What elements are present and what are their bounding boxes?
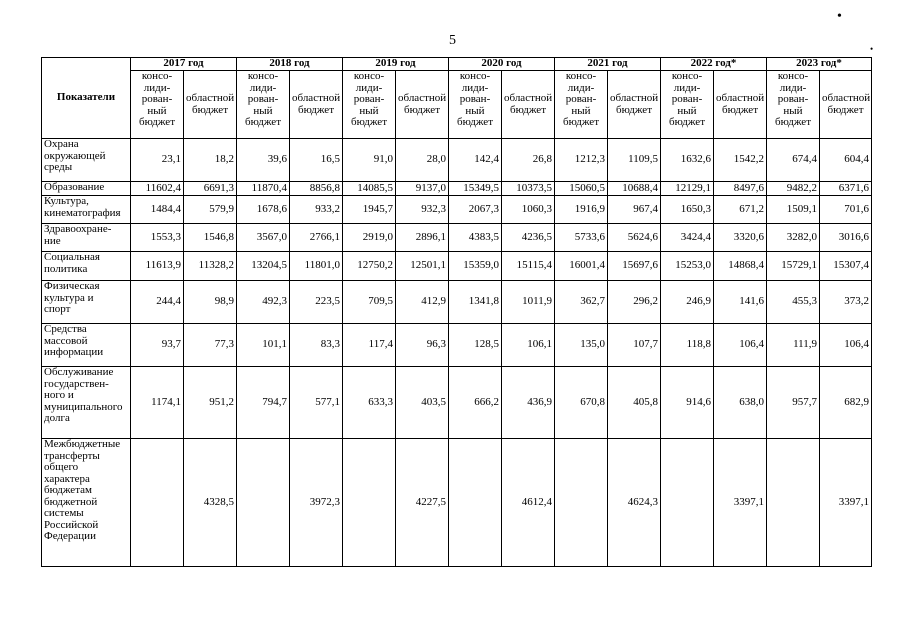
regional-budget-value: 12501,1	[396, 252, 449, 281]
consolidated-budget-value: 1916,9	[555, 196, 608, 224]
consolidated-budget-value: 142,4	[449, 139, 502, 182]
indicator-name: Межбюджетные трансферты общего характера бюджетам бюджетной системы Российской Федерации	[42, 439, 131, 567]
consolidated-budget-value: 1678,6	[237, 196, 290, 224]
consolidated-budget-value: 1212,3	[555, 139, 608, 182]
consolidated-budget-value: 117,4	[343, 324, 396, 367]
consolidated-budget-value: 1945,7	[343, 196, 396, 224]
consolidated-budget-value: 15349,5	[449, 182, 502, 196]
consolidated-budget-value	[343, 439, 396, 567]
consolidated-budget-header: консо- лиди- рован- ный бюджет	[555, 71, 608, 139]
consolidated-budget-value: 1484,4	[131, 196, 184, 224]
regional-budget-value: 10688,4	[608, 182, 661, 196]
indicator-name: Обслуживание государствен- ного и муниципального долга	[42, 367, 131, 439]
year-header: 2018 год	[237, 58, 343, 71]
indicator-name: Физическая культура и спорт	[42, 281, 131, 324]
consolidated-budget-value: 15729,1	[767, 252, 820, 281]
consolidated-budget-value: 12129,1	[661, 182, 714, 196]
regional-budget-value: 106,4	[820, 324, 872, 367]
regional-budget-value: 933,2	[290, 196, 343, 224]
regional-budget-value: 2766,1	[290, 224, 343, 252]
consolidated-budget-value: 3567,0	[237, 224, 290, 252]
consolidated-budget-value: 1650,3	[661, 196, 714, 224]
regional-budget-value: 436,9	[502, 367, 555, 439]
consolidated-budget-value: 13204,5	[237, 252, 290, 281]
consolidated-budget-value: 2919,0	[343, 224, 396, 252]
consolidated-budget-value: 111,9	[767, 324, 820, 367]
regional-budget-value: 577,1	[290, 367, 343, 439]
regional-budget-value: 18,2	[184, 139, 237, 182]
regional-budget-value: 579,9	[184, 196, 237, 224]
indicator-name: Образование	[42, 182, 131, 196]
consolidated-budget-value: 39,6	[237, 139, 290, 182]
regional-budget-value: 11328,2	[184, 252, 237, 281]
regional-budget-value: 604,4	[820, 139, 872, 182]
table-row	[42, 324, 872, 367]
regional-budget-value: 1011,9	[502, 281, 555, 324]
regional-budget-value: 403,5	[396, 367, 449, 439]
consolidated-budget-value	[131, 439, 184, 567]
regional-budget-value: 412,9	[396, 281, 449, 324]
regional-budget-value: 682,9	[820, 367, 872, 439]
consolidated-budget-value: 794,7	[237, 367, 290, 439]
consolidated-budget-header: консо- лиди- рован- ный бюджет	[343, 71, 396, 139]
consolidated-budget-value: 1632,6	[661, 139, 714, 182]
year-header: 2022 год*	[661, 58, 767, 71]
consolidated-budget-value: 246,9	[661, 281, 714, 324]
regional-budget-value: 373,2	[820, 281, 872, 324]
consolidated-budget-header: консо- лиди- рован- ный бюджет	[767, 71, 820, 139]
table-row	[42, 139, 872, 182]
regional-budget-value: 9137,0	[396, 182, 449, 196]
budget-table	[41, 57, 872, 567]
consolidated-budget-value: 666,2	[449, 367, 502, 439]
consolidated-budget-value: 15253,0	[661, 252, 714, 281]
regional-budget-header: областной бюджет	[502, 71, 555, 139]
consolidated-budget-value: 362,7	[555, 281, 608, 324]
year-header: 2017 год	[131, 58, 237, 71]
regional-budget-header: областной бюджет	[714, 71, 767, 139]
regional-budget-value: 4612,4	[502, 439, 555, 567]
regional-budget-value: 4236,5	[502, 224, 555, 252]
consolidated-budget-value: 128,5	[449, 324, 502, 367]
regional-budget-value: 4328,5	[184, 439, 237, 567]
consolidated-budget-value: 1174,1	[131, 367, 184, 439]
consolidated-budget-value: 1341,8	[449, 281, 502, 324]
regional-budget-value: 951,2	[184, 367, 237, 439]
consolidated-budget-value: 91,0	[343, 139, 396, 182]
consolidated-budget-value: 11870,4	[237, 182, 290, 196]
year-header-row	[42, 58, 872, 71]
consolidated-budget-value: 9482,2	[767, 182, 820, 196]
indicator-name: Культура, кинематография	[42, 196, 131, 224]
regional-budget-value: 107,7	[608, 324, 661, 367]
year-header: 2021 год	[555, 58, 661, 71]
consolidated-budget-value: 1509,1	[767, 196, 820, 224]
consolidated-budget-value: 11613,9	[131, 252, 184, 281]
table-body	[42, 139, 872, 567]
table-row	[42, 367, 872, 439]
regional-budget-value: 26,8	[502, 139, 555, 182]
regional-budget-header: областной бюджет	[184, 71, 237, 139]
regional-budget-value: 77,3	[184, 324, 237, 367]
regional-budget-value: 2896,1	[396, 224, 449, 252]
consolidated-budget-value: 3282,0	[767, 224, 820, 252]
consolidated-budget-value: 4383,5	[449, 224, 502, 252]
regional-budget-value: 96,3	[396, 324, 449, 367]
regional-budget-header: областной бюджет	[820, 71, 872, 139]
regional-budget-value: 296,2	[608, 281, 661, 324]
regional-budget-value: 83,3	[290, 324, 343, 367]
regional-budget-value: 932,3	[396, 196, 449, 224]
page-number: 5	[449, 33, 456, 48]
regional-budget-value: 16,5	[290, 139, 343, 182]
consolidated-budget-value: 15060,5	[555, 182, 608, 196]
regional-budget-value: 638,0	[714, 367, 767, 439]
consolidated-budget-value: 5733,6	[555, 224, 608, 252]
consolidated-budget-value: 11602,4	[131, 182, 184, 196]
budget-type-header-row	[42, 71, 872, 139]
regional-budget-value: 15307,4	[820, 252, 872, 281]
consolidated-budget-value: 15359,0	[449, 252, 502, 281]
regional-budget-value: 1546,8	[184, 224, 237, 252]
indicator-name: Охрана окружающей среды	[42, 139, 131, 182]
regional-budget-value: 223,5	[290, 281, 343, 324]
regional-budget-value: 3397,1	[820, 439, 872, 567]
table-row	[42, 252, 872, 281]
year-header: 2019 год	[343, 58, 449, 71]
table-row	[42, 196, 872, 224]
consolidated-budget-value	[449, 439, 502, 567]
consolidated-budget-value: 14085,5	[343, 182, 396, 196]
consolidated-budget-value: 914,6	[661, 367, 714, 439]
consolidated-budget-value	[767, 439, 820, 567]
consolidated-budget-header: консо- лиди- рован- ный бюджет	[449, 71, 502, 139]
consolidated-budget-value: 670,8	[555, 367, 608, 439]
regional-budget-value: 106,1	[502, 324, 555, 367]
regional-budget-value: 6691,3	[184, 182, 237, 196]
consolidated-budget-header: консо- лиди- рован- ный бюджет	[131, 71, 184, 139]
indicator-column-header: Показатели	[42, 58, 131, 139]
regional-budget-value: 1542,2	[714, 139, 767, 182]
regional-budget-value: 4624,3	[608, 439, 661, 567]
regional-budget-value: 98,9	[184, 281, 237, 324]
consolidated-budget-value: 93,7	[131, 324, 184, 367]
regional-budget-value: 15115,4	[502, 252, 555, 281]
regional-budget-value: 671,2	[714, 196, 767, 224]
consolidated-budget-value: 492,3	[237, 281, 290, 324]
year-header: 2020 год	[449, 58, 555, 71]
regional-budget-value: 3972,3	[290, 439, 343, 567]
regional-budget-value: 28,0	[396, 139, 449, 182]
regional-budget-value: 14868,4	[714, 252, 767, 281]
consolidated-budget-header: консо- лиди- рован- ный бюджет	[661, 71, 714, 139]
consolidated-budget-value: 135,0	[555, 324, 608, 367]
indicator-name: Социальная политика	[42, 252, 131, 281]
consolidated-budget-value: 633,3	[343, 367, 396, 439]
scan-dot-mark: •	[870, 44, 874, 54]
regional-budget-value: 6371,6	[820, 182, 872, 196]
table-row	[42, 439, 872, 567]
consolidated-budget-value: 101,1	[237, 324, 290, 367]
table-row	[42, 281, 872, 324]
consolidated-budget-value: 12750,2	[343, 252, 396, 281]
consolidated-budget-value: 1553,3	[131, 224, 184, 252]
consolidated-budget-value	[555, 439, 608, 567]
regional-budget-value: 5624,6	[608, 224, 661, 252]
consolidated-budget-value	[237, 439, 290, 567]
table-row	[42, 182, 872, 196]
consolidated-budget-value: 957,7	[767, 367, 820, 439]
consolidated-budget-value: 118,8	[661, 324, 714, 367]
year-header: 2023 год*	[767, 58, 872, 71]
consolidated-budget-value	[661, 439, 714, 567]
regional-budget-value: 1109,5	[608, 139, 661, 182]
regional-budget-value: 3016,6	[820, 224, 872, 252]
regional-budget-value: 967,4	[608, 196, 661, 224]
regional-budget-value: 3397,1	[714, 439, 767, 567]
regional-budget-header: областной бюджет	[608, 71, 661, 139]
consolidated-budget-value: 16001,4	[555, 252, 608, 281]
regional-budget-value: 701,6	[820, 196, 872, 224]
regional-budget-value: 8497,6	[714, 182, 767, 196]
indicator-name: Средства массовой информации	[42, 324, 131, 367]
consolidated-budget-value: 455,3	[767, 281, 820, 324]
regional-budget-value: 141,6	[714, 281, 767, 324]
consolidated-budget-value: 709,5	[343, 281, 396, 324]
regional-budget-header: областной бюджет	[396, 71, 449, 139]
regional-budget-value: 106,4	[714, 324, 767, 367]
consolidated-budget-value: 23,1	[131, 139, 184, 182]
regional-budget-value: 15697,6	[608, 252, 661, 281]
regional-budget-value: 3320,6	[714, 224, 767, 252]
consolidated-budget-header: консо- лиди- рован- ный бюджет	[237, 71, 290, 139]
indicator-name: Здравоохране- ние	[42, 224, 131, 252]
regional-budget-value: 11801,0	[290, 252, 343, 281]
consolidated-budget-value: 3424,4	[661, 224, 714, 252]
consolidated-budget-value: 674,4	[767, 139, 820, 182]
consolidated-budget-value: 2067,3	[449, 196, 502, 224]
consolidated-budget-value: 244,4	[131, 281, 184, 324]
regional-budget-value: 405,8	[608, 367, 661, 439]
regional-budget-value: 10373,5	[502, 182, 555, 196]
scan-dot-mark: •	[837, 9, 842, 24]
regional-budget-value: 1060,3	[502, 196, 555, 224]
regional-budget-header: областной бюджет	[290, 71, 343, 139]
table-row	[42, 224, 872, 252]
regional-budget-value: 4227,5	[396, 439, 449, 567]
regional-budget-value: 8856,8	[290, 182, 343, 196]
